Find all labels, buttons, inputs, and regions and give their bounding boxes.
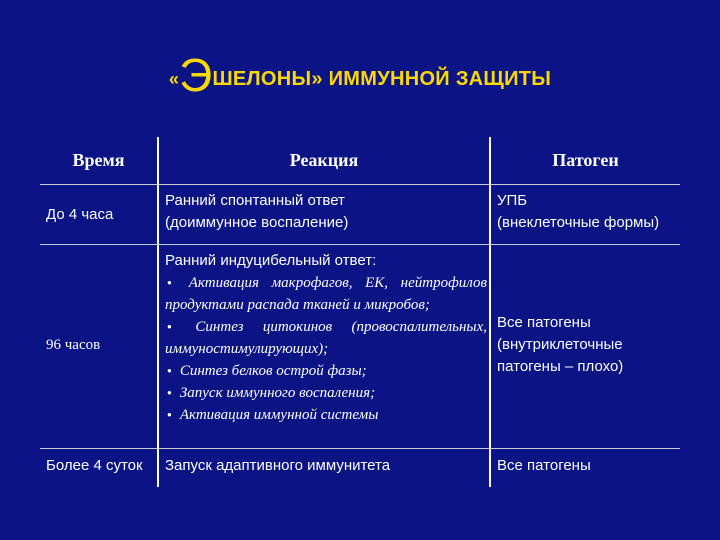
page-title bbox=[0, 48, 720, 102]
row1-pathogen-line: УПБ bbox=[497, 192, 528, 209]
row1-reaction-line: (доиммунное воспаление) bbox=[165, 214, 349, 231]
reaction-bullet-item: ● Активация макрофагов, ЕК, нейтрофилов продуктами распада тканей и микробов; bbox=[165, 272, 487, 316]
row2-pathogen-line: Все патогены bbox=[497, 314, 591, 331]
reaction-bullet-item: ● Синтез цитокинов (провоспалительных, иммуностимулирующих); bbox=[165, 316, 487, 360]
row2-pathogen-line: патогены – плохо) bbox=[497, 358, 624, 375]
reaction-bullet-item: ● Синтез белков острой фазы; bbox=[165, 360, 487, 382]
row3-pathogen-line: Все патогены bbox=[497, 457, 591, 474]
header-pathogen: Патоген bbox=[552, 150, 619, 170]
row3-reaction-line: Запуск адаптивного иммунитета bbox=[165, 457, 391, 474]
row2-pathogen bbox=[497, 312, 682, 378]
header-divider bbox=[40, 184, 680, 185]
row2-time: 96 часов bbox=[46, 337, 101, 353]
row-divider-1 bbox=[40, 244, 680, 245]
row1-pathogen-line: (внеклеточные формы) bbox=[497, 214, 660, 231]
row1-reaction bbox=[165, 190, 485, 234]
column-divider-2 bbox=[489, 137, 491, 487]
row3-time: Более 4 суток bbox=[46, 457, 143, 474]
column-divider-1 bbox=[157, 137, 159, 487]
row1-time: До 4 часа bbox=[46, 206, 114, 223]
row2-reaction bbox=[165, 250, 487, 426]
title-open-quote: « bbox=[168, 69, 180, 89]
header-reaction: Реакция bbox=[289, 150, 359, 170]
title-rest: ШЕЛОНЫ» ИММУННОЙ ЗАЩИТЫ bbox=[212, 68, 552, 90]
row2-reaction-title: Ранний индуцибельный ответ: bbox=[165, 252, 377, 269]
row3-reaction bbox=[165, 455, 485, 477]
row2-pathogen-line: (внутриклеточные bbox=[497, 336, 623, 353]
row1-reaction-line: Ранний спонтанный ответ bbox=[165, 192, 345, 209]
reaction-bullet-item: ● Активация иммунной системы bbox=[165, 404, 487, 426]
row-divider-2 bbox=[40, 448, 680, 449]
row3-pathogen bbox=[497, 455, 682, 477]
reaction-bullet-item: ● Запуск иммунного воспаления; bbox=[165, 382, 487, 404]
title-first-letter: Э bbox=[179, 49, 213, 101]
row1-pathogen bbox=[497, 190, 682, 234]
header-time: Время bbox=[72, 150, 125, 170]
